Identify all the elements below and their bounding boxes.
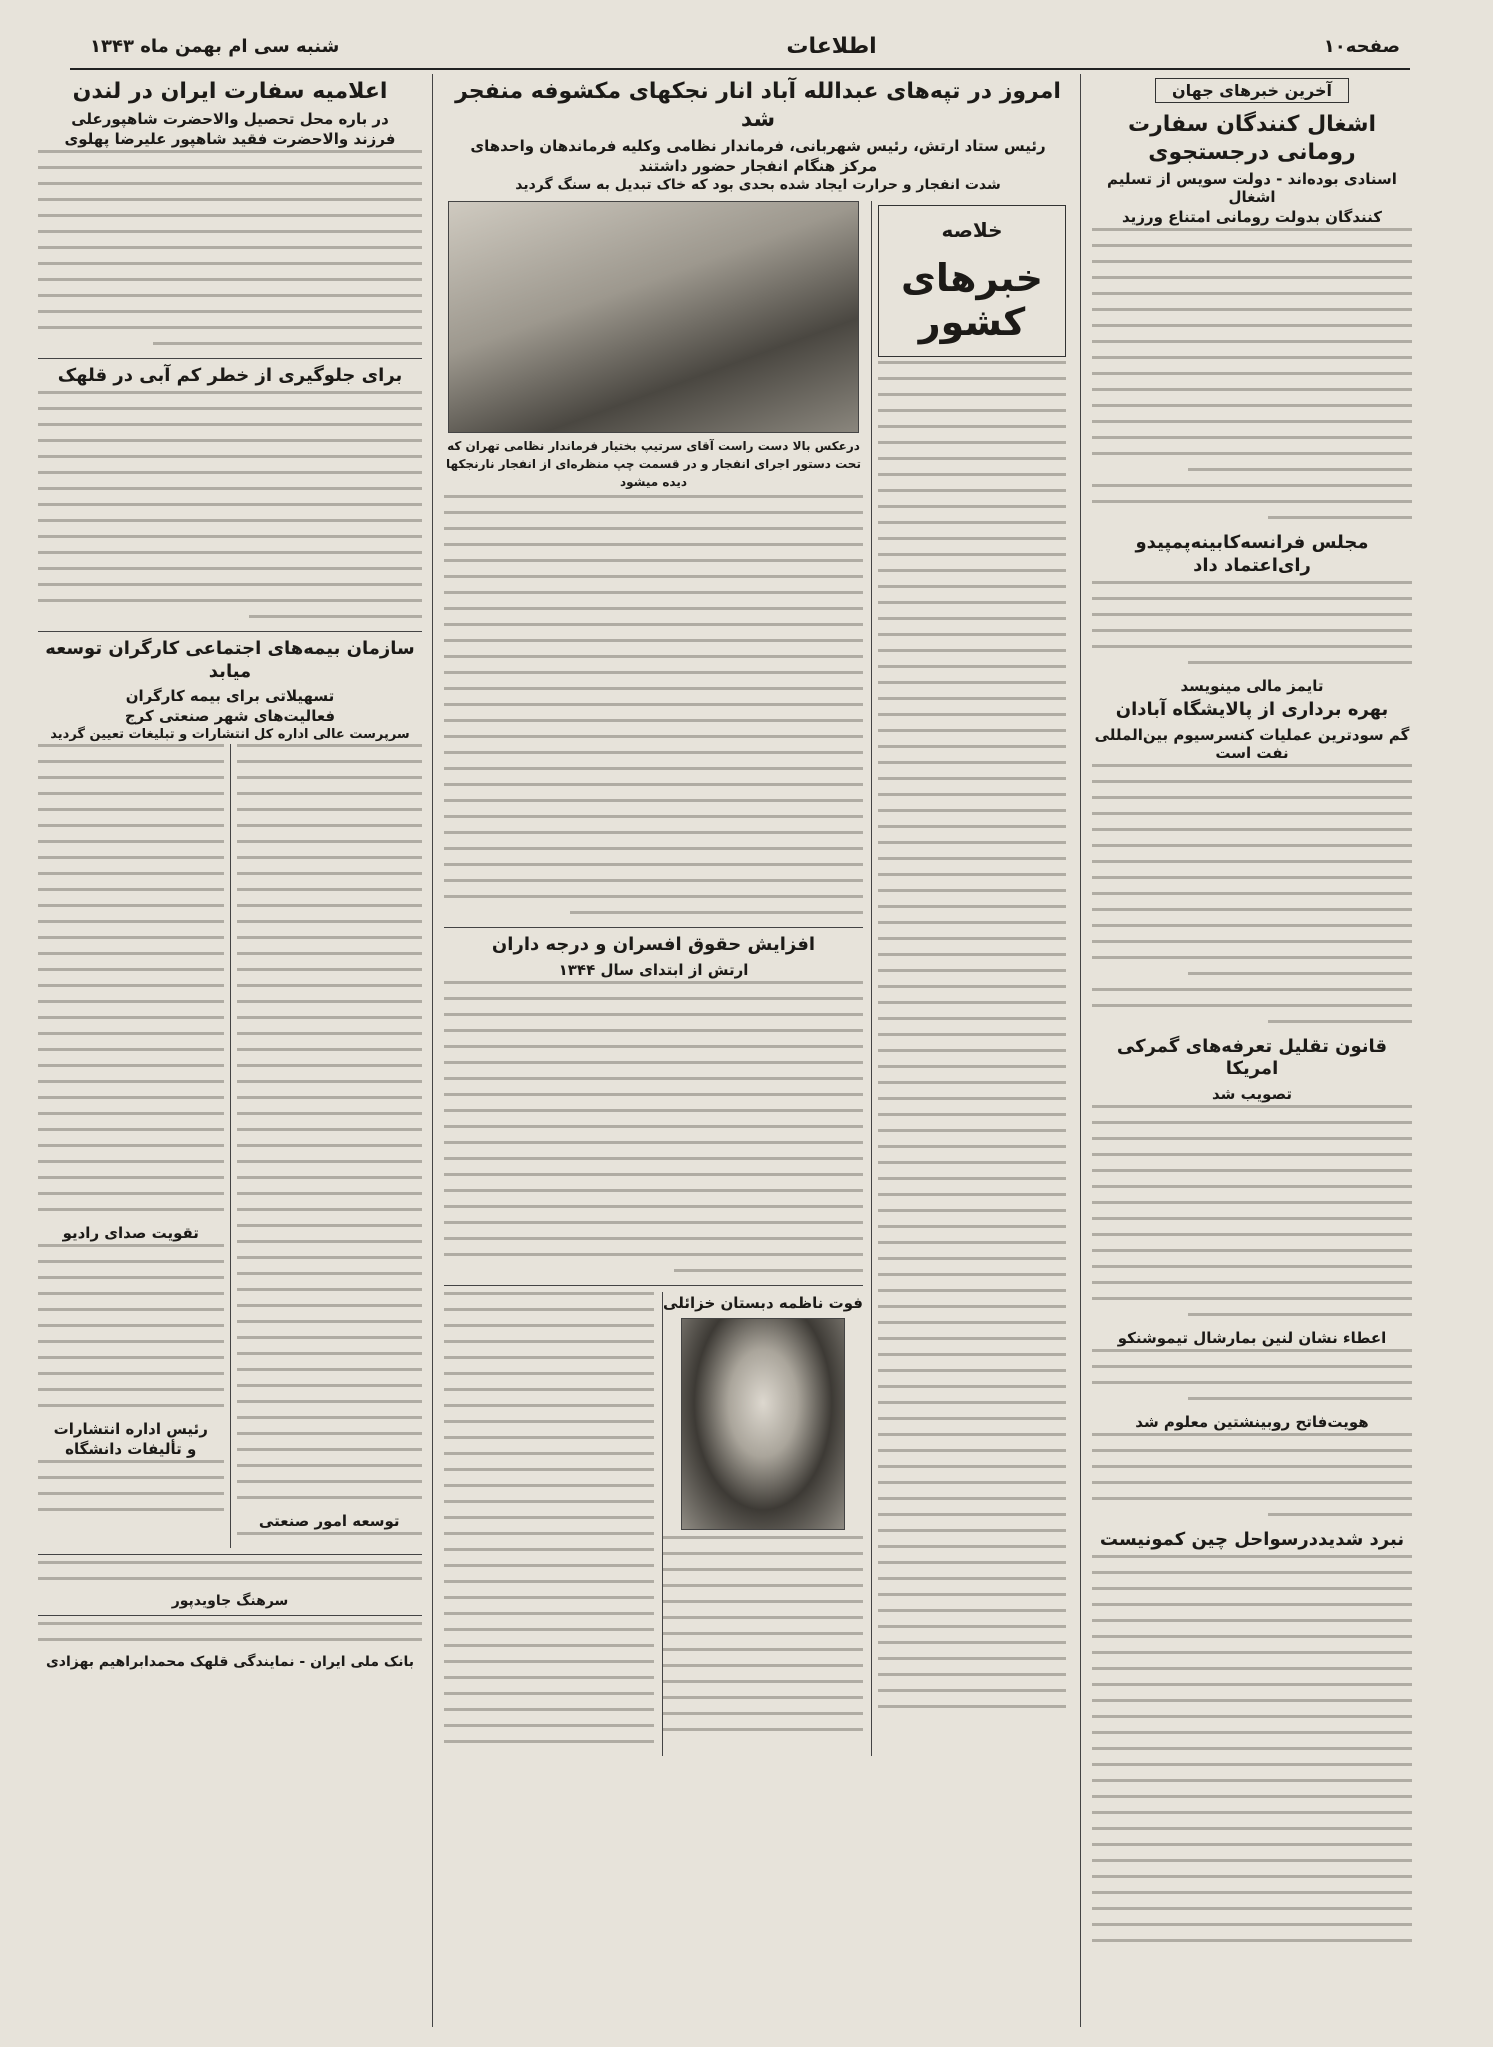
subhead-romanian-embassy-1: اسنادی بوده‌اند - دولت سویس از تسلیم اشغال [1107, 170, 1397, 206]
subhead-karaj-industrial: فعالیت‌های شهر صنعتی کرج [124, 707, 336, 725]
obituary-section [444, 1292, 863, 1756]
explosion-photo-caption: درعکس بالا دست راست آقای سرتیپ بختیار فرماندار نظامی تهران که تحت دستور اجرای انفجار و در قسمت چپ منظره‌ای از انفجار نارنجکها دیده میشود [446, 439, 861, 489]
article-body [38, 391, 422, 618]
explosion-story [444, 201, 872, 1756]
headline-us-tariff-law: قانون تقلیل تعرفه‌های گمرکی امریکا [1116, 1035, 1388, 1079]
obituary-title: فوت ناظمه دبستان خزائلی [663, 1293, 863, 1312]
article-body [1092, 1349, 1412, 1400]
world-news-column [1084, 74, 1420, 2029]
headline-university-publications: رئیس اداره انتشارات [53, 1420, 208, 1438]
article-body [1092, 581, 1412, 664]
explosion-photo [448, 201, 859, 433]
article-body [38, 1622, 422, 1641]
headline-pompidou-cabinet: مجلس فرانسه‌کابینه‌پمپیدو رای‌اعتماد داد [1135, 532, 1369, 576]
article-body [38, 1561, 422, 1580]
headline-officers-salary: افزایش حقوق افسران و درجه داران [491, 934, 816, 955]
article-body [38, 150, 422, 345]
subhead-london-embassy-1: در باره محل تحصیل والاحضرت شاهپورعلی [71, 109, 389, 128]
subhead-publications-director: سرپرست عالی اداره کل انتشارات و تبلیغات تعیین گردید [50, 727, 410, 742]
subhead-officers-salary: ارتش از ابتدای سال ۱۳۴۴ [558, 960, 749, 979]
subhead-attendance: مرکز هنگام انفجار حضور داشتند [638, 157, 878, 175]
subhead-university-publications: و تألیفات دانشگاه [65, 1440, 197, 1458]
headline-timoshenko: اعطاء نشان لنین بمارشال تیموشنکو [1117, 1328, 1387, 1347]
domestic-news-label: خبرهای کشور [901, 256, 1043, 344]
domestic-news-title-box [878, 205, 1066, 357]
column-divider [432, 74, 433, 2027]
world-news-box-title: آخرین خبرهای جهان [1155, 78, 1349, 103]
subhead-officials: رئیس ستاد ارتش، رئیس شهربانی، فرماندار نظامی وکلیه فرماندهان واحدهای [470, 137, 1046, 155]
headline-radio-signal: تقویت صدای رادیو [62, 1224, 199, 1242]
two-column-body [38, 744, 422, 1548]
headline-social-insurance: سازمان بیمه‌های اجتماعی کارگران توسعه میابد [45, 638, 415, 682]
main-news-column [436, 74, 1080, 2029]
headline-grenade-explosion: امروز در تپه‌های عبدالله آباد انار نجکهای مکشوفه منفجر شد [455, 79, 1061, 132]
subhead-consortium: گم سودترین عملیات کنسرسیوم بین‌المللی نفت است [1094, 725, 1410, 762]
headline-china-coast-battle: نبرد شدیددرسواحل چین کمونیست [1099, 1528, 1405, 1550]
masthead-paper-name: اطلاعات [786, 33, 877, 59]
article-body [444, 981, 863, 1272]
masthead-date: شنبه سی ام بهمن ماه ۱۳۴۳ [90, 35, 340, 57]
subhead-insurance-facilities: تسهیلاتی برای بیمه کارگران [125, 687, 335, 705]
summary-label: خلاصه [941, 218, 1003, 242]
headline-gholhak-water: برای جلوگیری از خطر کم آبی در قلهک [57, 364, 403, 386]
article-body [231, 744, 423, 1548]
masthead-page-number: صفحه۱۰ [1323, 35, 1400, 57]
headline-romanian-embassy: اشغال کنندگان سفارت رومانی درجستجوی [1127, 112, 1377, 165]
article-body [1092, 764, 1412, 1023]
subhead-explosion-heat: شدت انفجار و حرارت ایجاد شده بحدی بود که خاک تبدیل به سنگ گردید [515, 177, 1001, 193]
article-body [444, 495, 863, 914]
subhead-financial-times: تایمز مالی مینویسد [1180, 677, 1324, 695]
masthead [90, 28, 1400, 64]
subhead-romanian-embassy-2: کنندگان بدولت رومانی امتناع ورزید [1122, 208, 1382, 226]
article-body [1092, 1433, 1412, 1516]
headline-abadan-refinery: بهره برداری از پالایشگاه آبادان [1115, 699, 1389, 720]
headline-london-embassy: اعلامیه سفارت ایران در لندن [72, 79, 388, 104]
subhead-london-embassy-2: فرزند والاحضرت فقید شاهپور علیرضا پهلوی [64, 129, 396, 148]
obituary-portrait [681, 1318, 845, 1530]
article-body [1092, 228, 1412, 519]
domestic-news-summary [872, 201, 1072, 1756]
signature-bank-melli: بانک ملی ایران - نمایندگی قلهک محمدابراهیم بهزادی [45, 1654, 415, 1670]
column-divider [1080, 74, 1081, 2027]
article-body [444, 1292, 663, 1756]
subhead-us-tariff-law: تصویب شد [1212, 1084, 1292, 1103]
article-body [1092, 1555, 1412, 1942]
article-body [872, 361, 1072, 1708]
masthead-rule [70, 68, 1410, 70]
article-body [1092, 1105, 1412, 1316]
headline-industrial-affairs: توسعه امور صنعتی [258, 1512, 400, 1530]
signature-javidpour: سرهنگ جاویدپور [171, 1593, 289, 1609]
article-body [38, 744, 231, 1548]
obituary [663, 1292, 863, 1756]
local-news-column [30, 74, 430, 2029]
article-body [663, 1536, 863, 1731]
headline-rubinstein: هویت‌فاتح روبینشتین معلوم شد [1135, 1412, 1369, 1431]
